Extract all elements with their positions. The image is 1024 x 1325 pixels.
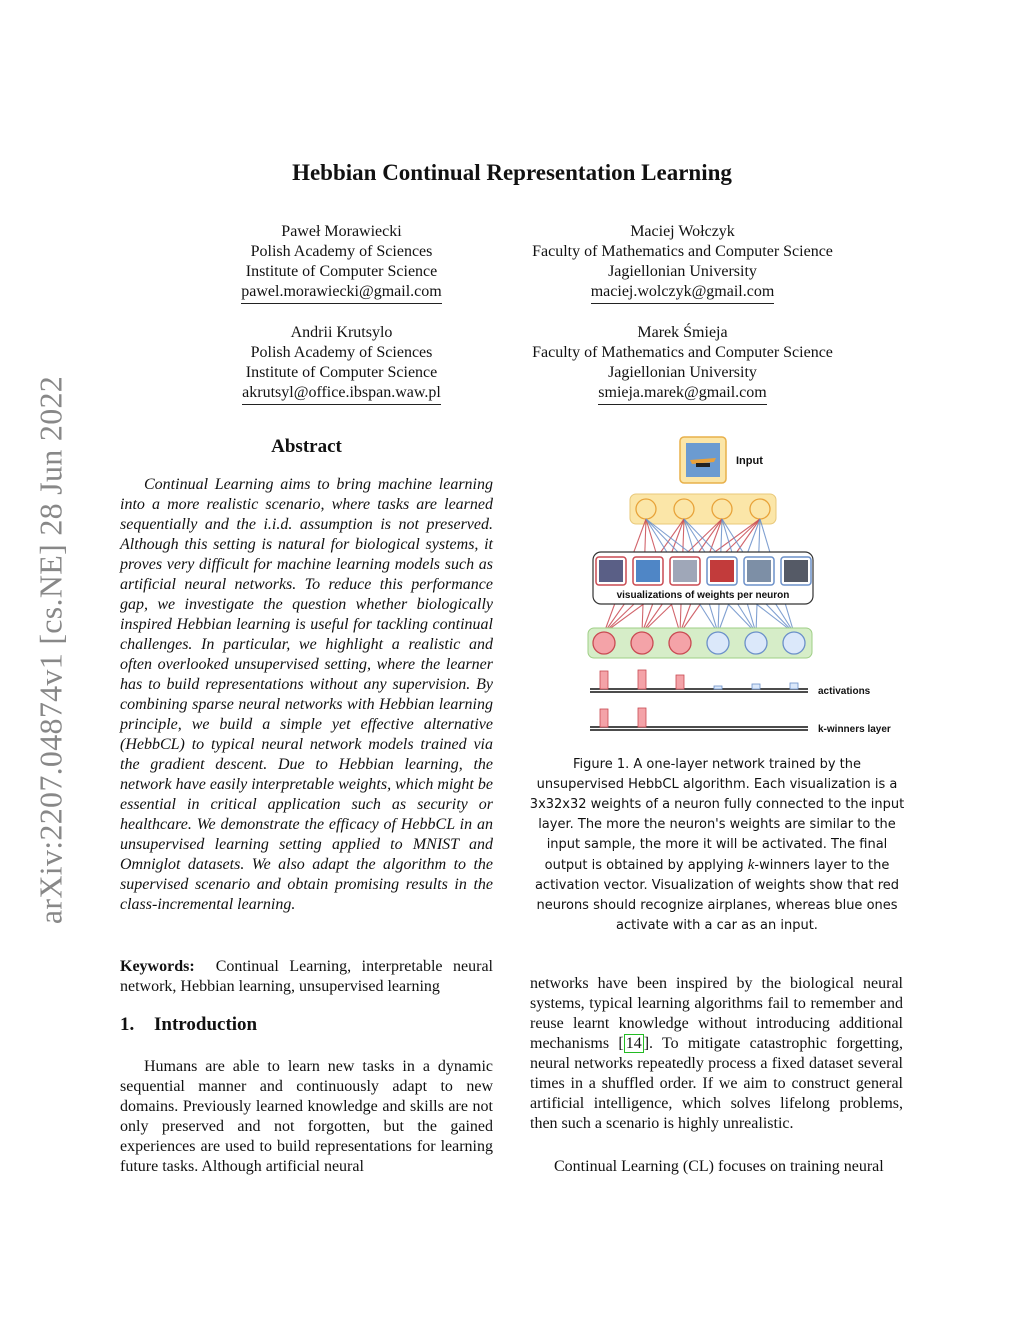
- caption-math: k: [747, 857, 755, 873]
- weight-visualization-image: [784, 560, 808, 582]
- weight-visualization-image: [747, 560, 771, 582]
- keywords: [120, 957, 493, 997]
- hidden-neuron: [631, 632, 653, 654]
- kwinner-bars: [600, 708, 646, 727]
- weights-label: visualizations of weights per neuron: [616, 590, 790, 601]
- activation-bar: [638, 670, 646, 689]
- author-email[interactable]: maciej.wolczyk@gmail.com: [591, 282, 775, 304]
- activation-bar: [714, 686, 722, 689]
- citation-link[interactable]: 14: [625, 1035, 642, 1052]
- author-email[interactable]: smieja.marek@gmail.com: [598, 383, 766, 405]
- author-affiliation: Jagiellonian University: [608, 364, 757, 381]
- activation-bar: [790, 683, 798, 689]
- hidden-neuron: [783, 632, 805, 654]
- paper-title: Hebbian Continual Representation Learning: [292, 160, 732, 185]
- kwinners-label: k-winners layer: [818, 724, 891, 735]
- kwinner-bar: [600, 709, 608, 727]
- author-name: Marek Śmieja: [637, 324, 728, 341]
- kwinner-bar: [638, 708, 646, 727]
- author-affiliation: Jagiellonian University: [608, 263, 757, 280]
- author-block-3: [200, 323, 483, 405]
- author-name: Maciej Wołczyk: [630, 223, 735, 240]
- section-title: Introduction: [154, 1014, 258, 1035]
- author-affiliation: Faculty of Mathematics and Computer Science: [532, 344, 833, 361]
- input-image-detail: [696, 463, 710, 467]
- section-number: 1.: [120, 1014, 135, 1035]
- author-block-4: [510, 323, 855, 405]
- hidden-neuron: [707, 632, 729, 654]
- activations-label: activations: [818, 686, 871, 697]
- hidden-neuron: [669, 632, 691, 654]
- weight-visualization-image: [710, 560, 734, 582]
- intro-paragraph-3: Continual Learning (CL) focuses on training neural: [554, 1158, 884, 1175]
- input-neuron: [636, 499, 656, 519]
- author-affiliation: Polish Academy of Sciences: [250, 243, 433, 260]
- activation-bar: [752, 684, 760, 689]
- author-email[interactable]: pawel.morawiecki@gmail.com: [241, 282, 441, 304]
- author-affiliation: Institute of Computer Science: [245, 263, 438, 280]
- intro-paragraph-2: [530, 974, 903, 1134]
- author-name: Paweł Morawiecki: [281, 223, 402, 240]
- intro-text: ]. To mitigate catastrophic forgetting, neural networks repeatedly process a fixed dataset several times in a shuffled order. If we aim to construct general artificial intelligence, which solves lifelong problems, then such a scenario is highly unrealistic.: [530, 1035, 904, 1132]
- activation-bar: [676, 675, 684, 689]
- figure-caption: [528, 755, 906, 936]
- input-neuron: [712, 499, 732, 519]
- arxiv-id: arXiv:2207.04874v1 [cs.NE] 28 Jun 2022: [32, 375, 69, 925]
- abstract-text: Continual Learning aims to bring machine learning into a more realistic scenario, where tasks are learned sequentially and the i.i.d. assumption is not preserved. Although this setting is natural for biological systems, it proves very difficult for machine learning models such as artificial neural networks. To reduce this performance gap, we investigate the question whether biologically inspired Hebbian learning is useful for tackling continual challenges. In particular, we highlight a realistic and often overlooked unsupervised setting, where the learner has to build representations without any supervision. By combining sparse neural networks with Hebbian learning principle, we build a simple yet effective alternative (HebbCL) to typical neural network models trained via the gradient descent. Due to Hebbian learning, the network have easily interpretable weights, which might be essential in critical application such as security or healthcare. We demonstrate the efficacy of HebbCL in an unsupervised learning setting applied to MNIST and Omniglot datasets. We also adapt the algorithm to the supervised scenario and obtain promising results in the class-incremental learning.: [120, 476, 493, 913]
- author-block-2: [510, 222, 855, 304]
- author-email[interactable]: akrutsyl@office.ibspan.waw.pl: [242, 383, 441, 405]
- input-neuron: [674, 499, 694, 519]
- author-affiliation: Faculty of Mathematics and Computer Science: [532, 243, 833, 260]
- keywords-text: Continual Learning, interpretable neural network, Hebbian learning, unsupervised learning: [120, 958, 493, 995]
- keywords-label: Keywords:: [120, 958, 195, 975]
- figure-network-diagram: [580, 432, 910, 742]
- hidden-layer-box: [588, 628, 812, 658]
- caption-text: -winners layer to the activation vector. Visualization of weights show that red neurons should recognize airplanes, whereas blue ones activate with a car as an input.: [534, 858, 900, 933]
- intro-text: networks have been inspired by the biological neural systems, typical learning algorithms fail to remember and reuse learnt knowledge without introducing additional mechanisms [: [530, 975, 903, 1052]
- author-name: Andrii Krutsylo: [290, 324, 393, 341]
- section-heading: [120, 1014, 493, 1036]
- input-neuron: [750, 499, 770, 519]
- author-affiliation: Institute of Computer Science: [245, 364, 438, 381]
- caption-text: Figure 1. A one-layer network trained by the unsupervised HebbCL algorithm. Each visualization is a 3x32x32 weights of a neuron fully connected to the input layer. The more the neuron's weights are similar to the input sample, the more it will be activated. The final output is obtained by applying: [529, 757, 905, 873]
- hidden-neuron: [593, 632, 615, 654]
- weight-visualization-image: [599, 560, 623, 582]
- author-affiliation: Polish Academy of Sciences: [250, 344, 433, 361]
- weight-visualization-image: [636, 560, 660, 582]
- activation-bar: [600, 671, 608, 689]
- arxiv-sidebar-stamp: [26, 360, 76, 940]
- input-label: Input: [736, 455, 763, 467]
- weight-visualization-image: [673, 560, 697, 582]
- intro-paragraph-1: Humans are able to learn new tasks in a dynamic sequential manner and continuously adapt to new domains. Previously learned knowledge and skills are not only preserved and not forgotten, but the gained experiences are used to build representations for learning future tasks. Although artificial neural: [120, 1058, 493, 1175]
- activation-bars: [600, 670, 798, 689]
- abstract-heading: Abstract: [271, 436, 342, 457]
- author-block-1: [200, 222, 483, 304]
- hidden-neuron: [745, 632, 767, 654]
